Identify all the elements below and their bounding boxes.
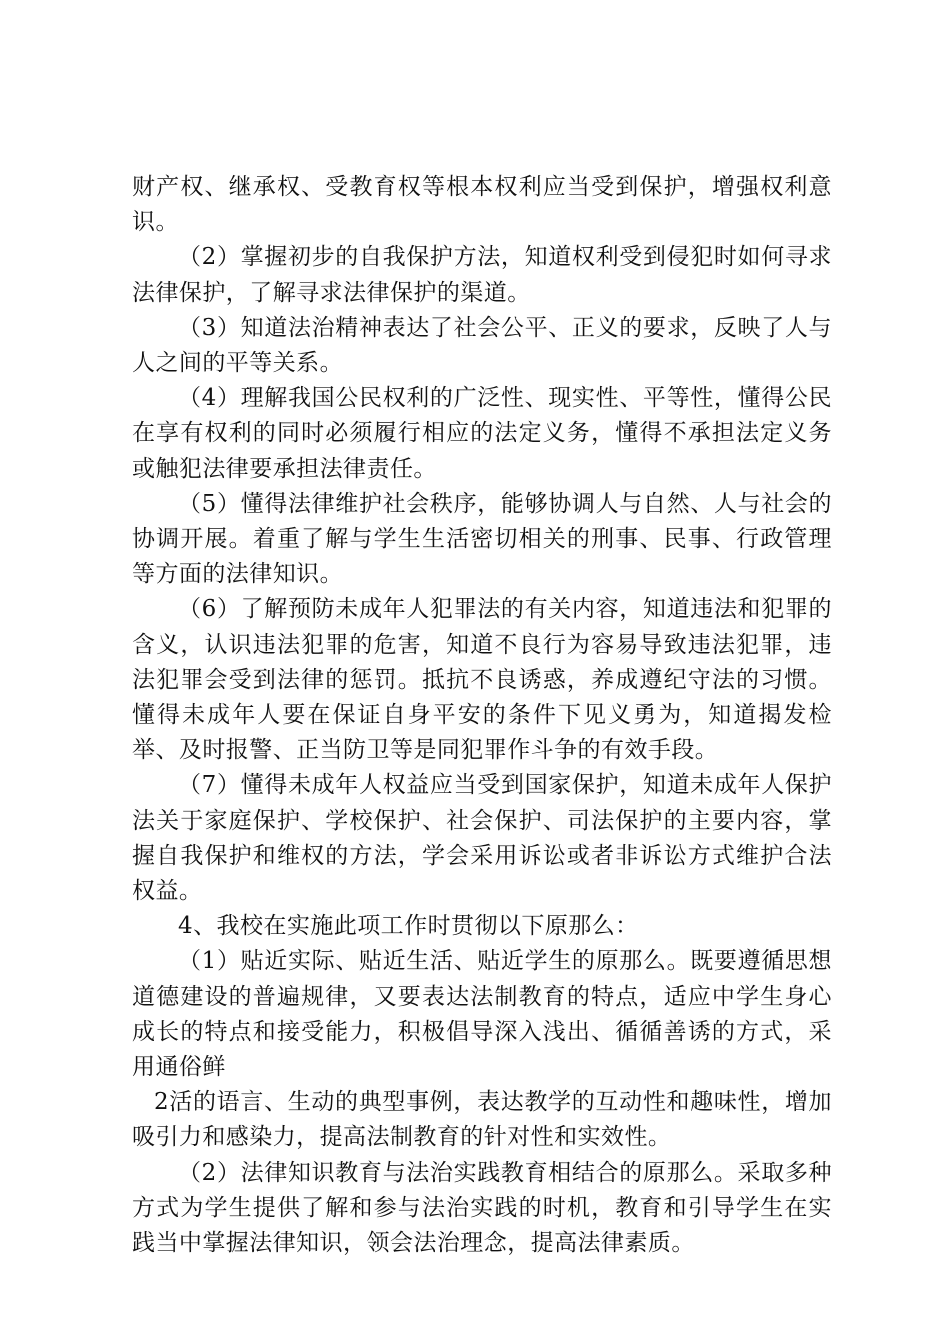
paragraph-item-6-crime-prevention: （6）了解预防未成年人犯罪法的有关内容，知道违法和犯罪的含义，认识违法犯罪的危害，知道不良行为容易导致违法犯罪，违法犯罪会受到法律的惩罚。抵抗不良诱惑，养成遵纪守法的习惯。懂得未成年人要在保证自身平安的条件下见义勇为，知道揭发检举、及时报警、正当防卫等是同犯罪作斗争的有效手段。 (132, 596, 832, 764)
paragraph-item-2-self-protection: （2）掌握初步的自我保护方法，知道权利受到侵犯时如何寻求法律保护，了解寻求法律保护的渠道。 (132, 244, 832, 306)
paragraph-principle-1-continued: 2活的语言、生动的典型事例，表达教学的互动性和趣味性，增加吸引力和感染力，提高法制教育的针对性和实效性。 (132, 1089, 832, 1151)
paragraph-item-5-social-order: （5）懂得法律维护社会秩序，能够协调人与自然、人与社会的协调开展。着重了解与学生生活密切相关的刑事、民事、行政管理等方面的法律知识。 (132, 490, 832, 588)
paragraph-property-rights: 财产权、继承权、受教育权等根本权利应当受到保护，增强权利意识。 (132, 174, 832, 236)
document-body (132, 170, 832, 1261)
paragraph-item-3-rule-of-law: （3）知道法治精神表达了社会公平、正义的要求，反映了人与人之间的平等关系。 (132, 314, 832, 377)
paragraph-principle-2: （2）法律知识教育与法治实践教育相结合的原那么。采取多种方式为学生提供了解和参与法治实践的时机，教育和引导学生在实践当中掌握法律知识，领会法治理念，提高法律素质。 (132, 1159, 832, 1257)
paragraph-item-7-minor-protection: （7）懂得未成年人权益应当受到国家保护，知道未成年人保护法关于家庭保护、学校保护、社会保护、司法保护的主要内容，掌握自我保护和维权的方法，学会采用诉讼或者非诉讼方式维护合法权益。 (132, 772, 832, 905)
paragraph-item-4-citizen-rights: （4）理解我国公民权利的广泛性、现实性、平等性，懂得公民在享有权利的同时必须履行相应的法定义务，懂得不承担法定义务或触犯法律要承担法律责任。 (132, 385, 832, 482)
paragraph-section-4-principles: 4、我校在实施此项工作时贯彻以下原那么： (178, 913, 639, 940)
paragraph-principle-1: （1）贴近实际、贴近生活、贴近学生的原那么。既要遵循思想道德建设的普遍规律，又要表达法制教育的特点，适应中学生身心成长的特点和接受能力，积极倡导深入浅出、循循善诱的方式，采用通俗鲜 (132, 948, 832, 1081)
